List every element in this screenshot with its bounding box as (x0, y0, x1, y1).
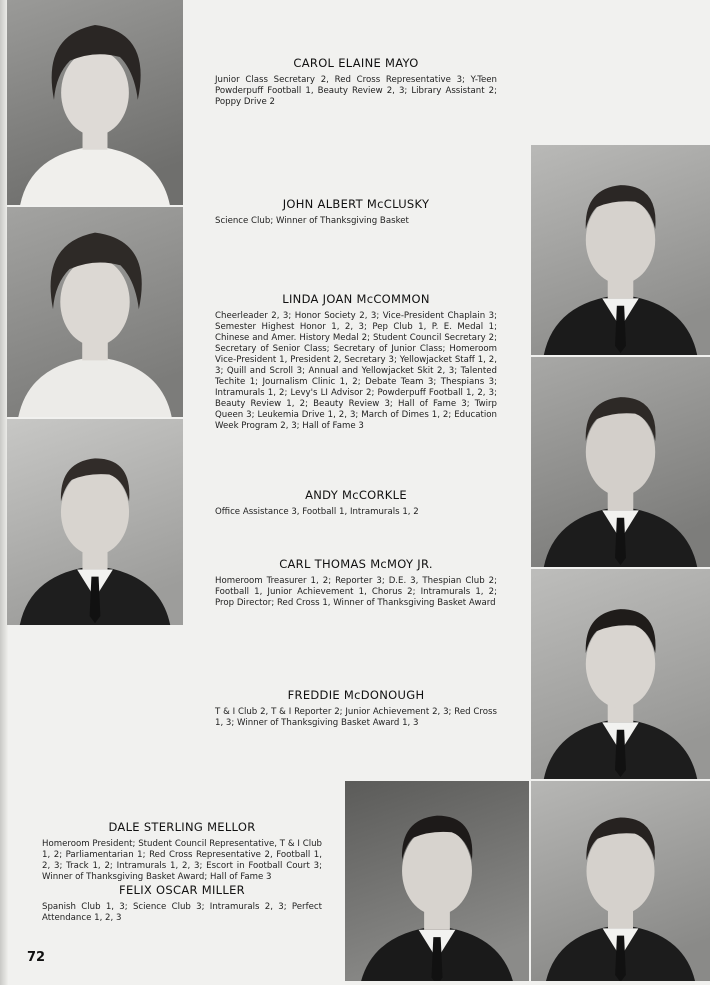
portrait-right-middle (531, 357, 710, 567)
entry-freddie-mcdonough (215, 688, 497, 729)
entry-carl-mcmoy (215, 557, 497, 609)
student-name: DALE STERLING MELLOR (108, 820, 256, 834)
student-activities: T & I Club 2, T & I Reporter 2; Junior Achievement 2, 3; Red Cross 1, 3; Winner of Thanksgiving Basket Award 1, 3 (215, 707, 497, 728)
entry-carol-mayo (215, 56, 497, 108)
student-name: ANDY McCORKLE (305, 488, 407, 502)
portrait-john-mcclusky (531, 145, 710, 355)
entry-linda-mccommon (215, 292, 497, 432)
face (586, 408, 655, 496)
face (61, 50, 129, 136)
student-activities: Homeroom President; Student Council Representative, T & I Club 1, 2; Parliamentarian 1; Red Cross Representative 2, Football 1, 2, 3; Track 1, 2; Intramurals 1, 2, 3; Escort in Football Court 3; Winner of Thanksgiving Basket Award; Hall of Fame 3 (42, 839, 322, 882)
entry-dale-mellor (42, 820, 322, 883)
portrait-freddie-mcdonough (531, 569, 710, 779)
face (586, 828, 654, 914)
student-activities: Science Club; Winner of Thanksgiving Basket (215, 216, 409, 226)
face (586, 196, 655, 284)
portrait-dale-mellor (345, 781, 529, 981)
portrait-image (531, 357, 710, 567)
student-name: LINDA JOAN McCOMMON (282, 292, 430, 306)
portrait-image (7, 419, 183, 625)
student-name: JOHN ALBERT McCLUSKY (282, 197, 430, 211)
portrait-image (531, 781, 710, 981)
student-name: CARL THOMAS McMOY JR. (279, 557, 433, 571)
portrait-carol-mayo (7, 0, 183, 205)
face (586, 620, 655, 708)
student-name: FREDDIE McDONOUGH (287, 688, 425, 702)
page-number: 72 (27, 950, 46, 965)
portrait-andy-mccorkle (7, 419, 183, 625)
student-name: CAROL ELAINE MAYO (293, 56, 419, 70)
face (61, 469, 129, 555)
portrait-linda-mccommon (7, 207, 183, 417)
portrait-image (345, 781, 529, 981)
portrait-image (7, 0, 183, 205)
portrait-felix-miller (531, 781, 710, 981)
student-name: FELIX OSCAR MILLER (119, 883, 245, 897)
student-activities: Office Assistance 3, Football 1, Intramurals 1, 2 (215, 507, 419, 517)
portrait-image (531, 569, 710, 779)
student-activities: Cheerleader 2, 3; Honor Society 2, 3; Vice-President Chaplain 3; Semester Highest Honor 1, 2, 3; Pep Club 1, P. E. Medal 1; Chinese and Amer. History Medal 2; Student Council Secretary 2; Secretary of Senior Class; Secretary of Junior Class; Homeroom Vice-President 1, President 2, Secretary 3; Yellowjacket Staff 1, 2, 3; Quill and Scroll 3; Annual and Yellowjacket Skit 2, 3; Talented Techite 1; Journalism Clinic 1, 2; Debate Team 3; Thespians 3; Intramurals 1, 2; Levy's LI Advisor 2; Powderpuff Football 1, 2, 3; Beauty Review 1, 2; Beauty Review 3; Hall of Fame 3; Twirp Queen 3; Leukemia Drive 1, 2, 3; March of Dimes 1, 2; Education Week Program 2, 3; Hall of Fame 3 (215, 311, 497, 431)
face (60, 258, 129, 346)
entry-john-mcclusky (215, 197, 497, 227)
portrait-image (7, 207, 183, 417)
face (402, 827, 472, 915)
portrait-image (531, 145, 710, 355)
entry-felix-miller (42, 883, 322, 924)
student-activities: Junior Class Secretary 2, Red Cross Representative 3; Y-Teen Powderpuff Football 1, Beauty Review 2, 3; Library Assistant 2; Poppy Drive 2 (215, 75, 497, 107)
student-activities: Spanish Club 1, 3; Science Club 3; Intramurals 2, 3; Perfect Attendance 1, 2, 3 (42, 902, 322, 923)
entry-andy-mccorkle (215, 488, 497, 518)
student-activities: Homeroom Treasurer 1, 2; Reporter 3; D.E. 3, Thespian Club 2; Football 1, Junior Achievement 1, Chorus 2; Intramurals 1, 2; Prop Director; Red Cross 1, Winner of Thanksgiving Basket Award (215, 576, 497, 608)
